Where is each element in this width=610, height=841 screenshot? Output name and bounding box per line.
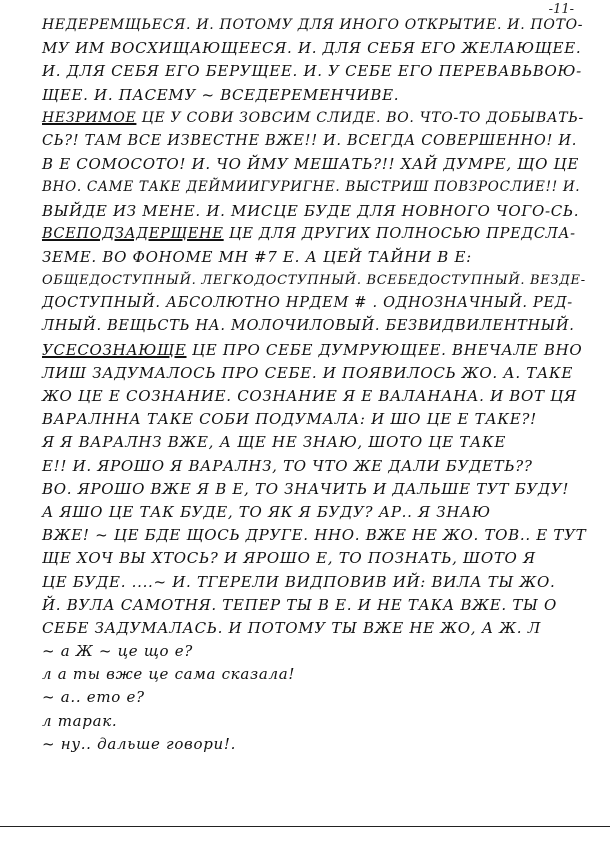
line-text: ВЫЙДЕ ИЗ МЕНЕ. И. МИСЦЕ БУДЕ ДЛЯ НОВНОГО ЧОГО-СЬ. <box>42 201 580 220</box>
line-text: И. ДЛЯ СЕБЯ ЕГО БЕРУЩЕЕ. И. У СЕБЕ ЕГО ПЕРЕВАВЬВОЮ- <box>42 62 582 81</box>
text-line <box>42 663 582 686</box>
text-line <box>42 176 582 199</box>
text-line <box>42 14 582 37</box>
page-number: -11- <box>548 2 574 17</box>
line-text: ЛИШ ЗАДУМАЛОСЬ ПРО СЕБЕ. И ПОЯВИЛОСЬ ЖО. А. ТАКЕ <box>42 363 574 382</box>
handwritten-text-block <box>42 14 587 756</box>
text-line <box>42 710 582 733</box>
line-text: ВО. ЯРОШО ВЖЕ Я В Е, ТО ЗНАЧИТЬ И ДАЛЬШЕ ТУТ БУДУ! <box>42 479 570 498</box>
text-line <box>42 547 582 570</box>
text-line <box>42 617 582 640</box>
text-line <box>42 362 582 385</box>
line-text: л а ты вже це сама сказала! <box>42 665 296 684</box>
line-text: л тарак. <box>42 711 118 730</box>
text-line <box>42 594 582 617</box>
underlined-term: НЕЗРИМОЕ <box>42 109 137 126</box>
underlined-term: ВСЕПОДЗАДЕРЩЕНЕ <box>42 225 224 242</box>
line-text: ЦЕ ПРО СЕБЕ ДУМРУЮЩЕЕ. ВНЕЧАЛЕ ВНО <box>186 340 583 359</box>
line-text: ВНО. САМЕ ТАКЕ ДЕЙМИИГУРИГНЕ. ВЫСТРИШ ПОВЗРОСЛИЕ!! И. <box>42 179 581 196</box>
text-line <box>42 524 587 547</box>
text-line <box>42 385 582 408</box>
line-text: Е!! И. ЯРОШО Я ВАРАЛНЗ, ТО ЧТО ЖЕ ДАЛИ БУДЕТЬ?? <box>42 456 533 475</box>
underlined-term: УСЕСОЗНАЮЩЕ <box>42 340 187 359</box>
line-text: ВЖЕ! ~ ЦЕ БДЕ ЩОСЬ ДРУГЕ. ННО. ВЖЕ НЕ ЖО. ТОВ.. Е ТУТ <box>42 526 587 545</box>
text-line <box>42 200 582 223</box>
text-line <box>42 269 586 292</box>
line-text: ЩЕ ХОЧ ВЫ ХТОСЬ? И ЯРОШО Е, ТО ПОЗНАТЬ, ШОТО Я <box>42 549 536 568</box>
text-line <box>42 60 582 83</box>
text-line <box>42 408 582 431</box>
line-text: ЛНЫЙ. ВЕЩЬСТЬ НА. МОЛОЧИЛОВЫЙ. БЕЗВИДВИЛЕНТНЫЙ. <box>42 318 575 335</box>
line-text: ЩЕЕ. И. ПАСЕМУ ~ ВСЕДЕРЕМЕНЧИВЕ. <box>42 85 400 104</box>
line-text: ДОСТУПНЫЙ. АБСОЛЮТНО НРДЕМ # . ОДНОЗНАЧНЫЙ. РЕД- <box>42 295 573 312</box>
text-line <box>42 315 582 338</box>
text-line <box>42 455 582 478</box>
line-text: ~ а.. ето е? <box>42 688 145 707</box>
text-line <box>42 339 582 362</box>
line-text: ВАРАЛННА ТАКЕ СОБИ ПОДУМАЛА: И ШО ЦЕ Е ТАКЕ?! <box>42 410 537 429</box>
text-line <box>42 37 582 60</box>
line-text: А ЯШО ЦЕ ТАК БУДЕ, ТО ЯК Я БУДУ? АР.. Я ЗНАЮ <box>42 502 491 521</box>
text-line <box>42 431 582 454</box>
line-text: Я Я ВАРАЛНЗ ВЖЕ, А ЩЕ НЕ ЗНАЮ, ШОТО ЦЕ ТАКЕ <box>42 433 506 452</box>
text-line <box>42 84 582 107</box>
line-text: ЦЕ ДЛЯ ДРУГИХ ПОЛНОСЬЮ ПРЕДСЛА- <box>223 225 576 242</box>
line-text: В Е СОМОСОТО! И. ЧО ЙМУ МЕШАТЬ?!! ХАЙ ДУМРЕ, ЩО ЦЕ <box>42 155 579 174</box>
text-line <box>42 478 582 501</box>
line-text: Й. ВУЛА САМОТНЯ. ТЕПЕР ТЫ В Е. И НЕ ТАКА ВЖЕ. ТЫ О <box>42 595 557 614</box>
line-text: НЕДЕРЕМЩЬЕСЯ. И. ПОТОМУ ДЛЯ ИНОГО ОТКРЫТИЕ. И. ПОТО- <box>42 17 584 33</box>
line-text: ЗЕМЕ. ВО ФОНОМЕ МН #7 Е. А ЦЕЙ ТАЙНИ В Е: <box>42 247 472 266</box>
text-line <box>42 501 582 524</box>
text-line <box>42 107 582 130</box>
text-line <box>42 223 582 246</box>
bottom-divider <box>0 826 610 827</box>
text-line <box>42 686 582 709</box>
line-text: СЕБЕ ЗАДУМАЛАСЬ. И ПОТОМУ ТЫ ВЖЕ НЕ ЖО, А Ж. Л <box>42 618 541 637</box>
line-text: СЬ?! ТАМ ВСЕ ИЗВЕСТНЕ ВЖЕ!! И. ВСЕГДА СОВЕРШЕННО! И. <box>42 132 578 149</box>
line-text: ЦЕ БУДЕ. ....~ И. ТГЕРЕЛИ ВИДПОВИВ ИЙ: ВИЛА ТЫ ЖО. <box>42 572 556 591</box>
text-line <box>42 733 582 756</box>
line-text: ОБЩЕДОСТУПНЫЙ. ЛЕГКОДОСТУПНЫЙ. ВСЕБЕДОСТУПНЫЙ. ВЕЗДЕ- <box>42 273 586 289</box>
text-line <box>42 153 582 176</box>
line-text: ~ а Ж ~ це що е? <box>42 642 194 661</box>
text-line <box>42 571 582 594</box>
line-text: ЦЕ У СОВИ ЗОВСИМ СЛИДЕ. ВО. ЧТО-ТО ДОБЫВАТЬ- <box>136 109 584 126</box>
line-text: МУ ИМ ВОСХИЩАЮЩЕЕСЯ. И. ДЛЯ СЕБЯ ЕГО ЖЕЛАЮЩЕЕ. <box>42 39 582 58</box>
text-line <box>42 292 582 315</box>
text-line <box>42 640 582 663</box>
line-text: ЖО ЦЕ Е СОЗНАНИЕ. СОЗНАНИЕ Я Е ВАЛАНАНА. И ВОТ ЦЯ <box>42 387 577 405</box>
line-text: ~ ну.. дальше говори!. <box>42 734 237 753</box>
text-line <box>42 246 582 269</box>
text-line <box>42 130 582 153</box>
